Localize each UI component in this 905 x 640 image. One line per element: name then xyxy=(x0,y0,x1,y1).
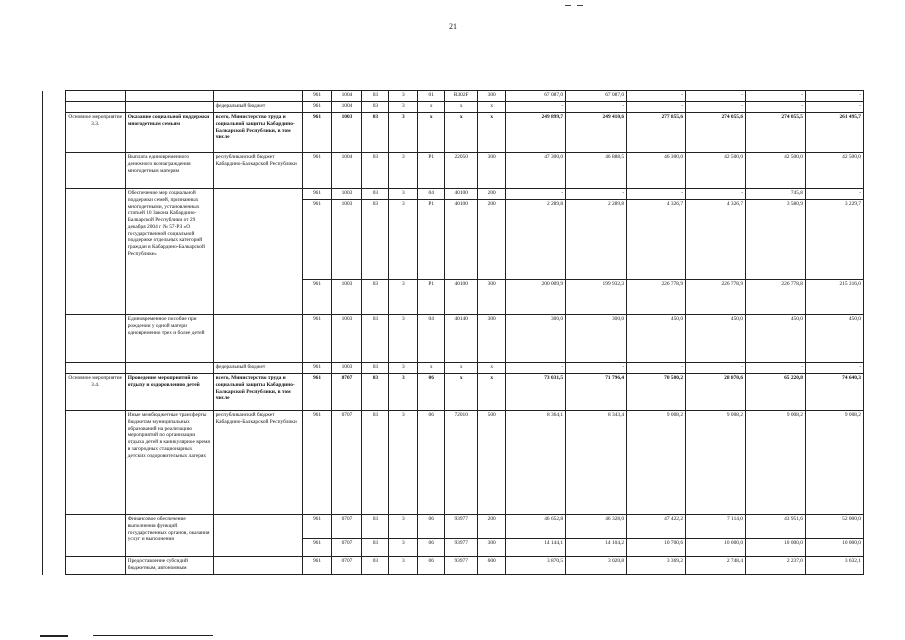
value-cell-y1: - xyxy=(506,189,566,200)
value-cell-y3: 46 300,0 xyxy=(627,153,686,189)
code-cell-m: x xyxy=(418,363,445,374)
code-cell-k: 93977 xyxy=(445,539,478,557)
code-cell-k: 72010 xyxy=(445,411,478,515)
activity-cell xyxy=(65,153,125,189)
code-cell-p: 3 xyxy=(389,153,418,189)
code-cell-s: 03 xyxy=(362,102,389,113)
activity-cell xyxy=(65,411,125,515)
table-row xyxy=(43,315,864,363)
value-cell-y4: - xyxy=(686,91,746,102)
value-cell-y6: 42 500,0 xyxy=(805,153,863,189)
table-row xyxy=(43,189,864,200)
code-cell-r: 1003 xyxy=(332,189,362,200)
value-cell-y1: 300,0 xyxy=(506,315,566,363)
value-cell-y6: 261 495,7 xyxy=(805,113,863,153)
activity-cell: Основное мероприятие 3.4. xyxy=(65,374,125,411)
code-cell-m: P1 xyxy=(418,200,445,280)
code-cell-v: 300 xyxy=(478,91,506,102)
source-cell: всего, Министерство труда и социальной защиты Кабардино-Балкарской Республики, в том числе xyxy=(213,113,302,153)
code-cell-m: 06 xyxy=(418,539,445,557)
code-cell-m: x xyxy=(418,113,445,153)
description-cell: Предоставление субсидий бюджетным, автономным xyxy=(125,557,213,575)
value-cell-y3: - xyxy=(627,189,686,200)
value-cell-y2: 249 410,6 xyxy=(566,113,627,153)
value-cell-y3: 3 369,2 xyxy=(627,557,686,575)
code-cell-g: 961 xyxy=(302,200,332,280)
code-cell-g: 961 xyxy=(302,280,332,315)
code-cell-g: 961 xyxy=(302,113,332,153)
activity-cell xyxy=(65,91,125,102)
gutter-cell xyxy=(43,374,66,411)
table-row xyxy=(43,102,864,113)
code-cell-m: 01 xyxy=(418,91,445,102)
value-cell-y1: 8 364,1 xyxy=(506,411,566,515)
value-cell-y1: 249 899,7 xyxy=(506,113,566,153)
activity-cell xyxy=(65,515,125,557)
code-cell-p: 3 xyxy=(389,113,418,153)
code-cell-g: 961 xyxy=(302,539,332,557)
code-cell-p: 3 xyxy=(389,280,418,315)
value-cell-y2: 3 020,8 xyxy=(566,557,627,575)
code-cell-s: 03 xyxy=(362,189,389,200)
table-row xyxy=(43,411,864,515)
value-cell-y4: 28 870,6 xyxy=(686,374,746,411)
code-cell-p: 3 xyxy=(389,91,418,102)
gutter-cell xyxy=(43,363,66,374)
code-cell-m: x xyxy=(418,102,445,113)
value-cell-y5: - xyxy=(746,363,806,374)
scan-mark xyxy=(565,5,571,6)
source-cell: всего, Министерство труда и социальной защиты Кабардино-Балкарской Республики, в том числе xyxy=(213,374,302,411)
code-cell-v: x xyxy=(478,374,506,411)
value-cell-y2: 14 104,2 xyxy=(566,539,627,557)
value-cell-y6: 9 008,2 xyxy=(805,411,863,515)
code-cell-v: 300 xyxy=(478,539,506,557)
code-cell-k: 40100 xyxy=(445,189,478,200)
code-cell-v: 600 xyxy=(478,557,506,575)
code-cell-g: 961 xyxy=(302,411,332,515)
code-cell-r: 1003 xyxy=(332,280,362,315)
value-cell-y6: 450,0 xyxy=(805,315,863,363)
table-row xyxy=(43,374,864,411)
source-cell xyxy=(213,515,302,557)
value-cell-y6: 74 640,3 xyxy=(805,374,863,411)
code-cell-m: 06 xyxy=(418,557,445,575)
value-cell-y5: 226 778,8 xyxy=(746,280,806,315)
code-cell-m: 06 xyxy=(418,374,445,411)
table-row xyxy=(43,113,864,153)
value-cell-y3: 70 500,2 xyxy=(627,374,686,411)
code-cell-v: 300 xyxy=(478,315,506,363)
code-cell-p: 3 xyxy=(389,315,418,363)
gutter-cell xyxy=(43,411,66,515)
value-cell-y5: 43 951,6 xyxy=(746,515,806,539)
value-cell-y3: 47 422,2 xyxy=(627,515,686,539)
activity-cell xyxy=(65,102,125,113)
description-cell: Единовременное пособие при рождении у одной матери одновременно трех и более детей xyxy=(125,315,213,363)
table-row xyxy=(43,363,864,374)
code-cell-m: 06 xyxy=(418,515,445,539)
code-cell-k: 40140 xyxy=(445,315,478,363)
value-cell-y4: 9 008,2 xyxy=(686,411,746,515)
source-cell xyxy=(213,557,302,575)
code-cell-k: x xyxy=(445,113,478,153)
value-cell-y3: - xyxy=(627,102,686,113)
source-cell xyxy=(213,189,302,315)
source-cell xyxy=(213,91,302,102)
value-cell-y3: 4 326,7 xyxy=(627,200,686,280)
code-cell-g: 961 xyxy=(302,374,332,411)
code-cell-r: 1003 xyxy=(332,363,362,374)
code-cell-s: 03 xyxy=(362,200,389,280)
activity-cell xyxy=(65,557,125,575)
value-cell-y4: 10 000,0 xyxy=(686,539,746,557)
code-cell-g: 961 xyxy=(302,153,332,189)
code-cell-s: 03 xyxy=(362,557,389,575)
value-cell-y3: - xyxy=(627,363,686,374)
code-cell-k: x xyxy=(445,374,478,411)
gutter-cell xyxy=(43,102,66,113)
value-cell-y3: - xyxy=(627,91,686,102)
value-cell-y4: 4 326,7 xyxy=(686,200,746,280)
value-cell-y5: 450,0 xyxy=(746,315,806,363)
code-cell-v: 200 xyxy=(478,515,506,539)
value-cell-y6: - xyxy=(805,363,863,374)
description-cell: Иные межбюджетные трансферты бюджетам муниципальных образований на реализацию мероприятий по организации отдыха детей в каникулярное время в загородных стационарных детских оздоровительных лагерях xyxy=(125,411,213,515)
scan-mark xyxy=(577,5,583,6)
code-cell-k: 93977 xyxy=(445,557,478,575)
value-cell-y6: 10 000,0 xyxy=(805,539,863,557)
value-cell-y3: 277 855,6 xyxy=(627,113,686,153)
description-cell xyxy=(125,102,213,113)
value-cell-y4: 450,0 xyxy=(686,315,746,363)
code-cell-v: x xyxy=(478,113,506,153)
value-cell-y2: - xyxy=(566,102,627,113)
value-cell-y4: 274 055,6 xyxy=(686,113,746,153)
code-cell-g: 961 xyxy=(302,363,332,374)
code-cell-r: 0707 xyxy=(332,515,362,539)
code-cell-v: x xyxy=(478,363,506,374)
code-cell-p: 3 xyxy=(389,189,418,200)
value-cell-y2: 300,0 xyxy=(566,315,627,363)
code-cell-k: 40100 xyxy=(445,200,478,280)
value-cell-y2: 46 328,0 xyxy=(566,515,627,539)
activity-cell xyxy=(65,363,125,374)
value-cell-y2: 8 343,4 xyxy=(566,411,627,515)
value-cell-y5: 10 000,0 xyxy=(746,539,806,557)
value-cell-y6: - xyxy=(805,102,863,113)
code-cell-v: 500 xyxy=(478,411,506,515)
code-cell-p: 3 xyxy=(389,411,418,515)
value-cell-y2: 199 932,3 xyxy=(566,280,627,315)
gutter-cell xyxy=(43,91,66,102)
value-cell-y5: 745,8 xyxy=(746,189,806,200)
code-cell-r: 0707 xyxy=(332,557,362,575)
description-cell xyxy=(125,363,213,374)
value-cell-y5: - xyxy=(746,102,806,113)
code-cell-r: 1003 xyxy=(332,200,362,280)
value-cell-y6: 3 632,1 xyxy=(805,557,863,575)
activity-cell xyxy=(65,189,125,315)
value-cell-y4: 226 778,9 xyxy=(686,280,746,315)
description-cell: Проведение мероприятий по отдыху и оздоровлению детей xyxy=(125,374,213,411)
gutter-cell xyxy=(43,315,66,363)
code-cell-r: 1004 xyxy=(332,153,362,189)
code-cell-m: P1 xyxy=(418,280,445,315)
code-cell-m: 06 xyxy=(418,411,445,515)
table-row xyxy=(43,153,864,189)
source-cell: федеральный бюджет xyxy=(213,363,302,374)
code-cell-k: 93977 xyxy=(445,515,478,539)
value-cell-y1: 3 870,5 xyxy=(506,557,566,575)
value-cell-y4: 42 500,0 xyxy=(686,153,746,189)
code-cell-r: 0707 xyxy=(332,374,362,411)
value-cell-y5: 3 580,9 xyxy=(746,200,806,280)
code-cell-r: 1004 xyxy=(332,91,362,102)
code-cell-k: x xyxy=(445,102,478,113)
value-cell-y6: - xyxy=(805,189,863,200)
value-cell-y1: 73 031,5 xyxy=(506,374,566,411)
value-cell-y5: 65 220,8 xyxy=(746,374,806,411)
code-cell-k: 22050 xyxy=(445,153,478,189)
code-cell-v: 300 xyxy=(478,280,506,315)
code-cell-v: 300 xyxy=(478,153,506,189)
value-cell-y5: 42 500,0 xyxy=(746,153,806,189)
budget-table xyxy=(42,90,864,575)
code-cell-g: 961 xyxy=(302,315,332,363)
value-cell-y2: 71 796,4 xyxy=(566,374,627,411)
code-cell-p: 3 xyxy=(389,539,418,557)
value-cell-y4: 7 114,0 xyxy=(686,515,746,539)
table-row xyxy=(43,515,864,539)
value-cell-y2: 46 888,5 xyxy=(566,153,627,189)
code-cell-g: 961 xyxy=(302,557,332,575)
code-cell-v: 200 xyxy=(478,189,506,200)
code-cell-s: 03 xyxy=(362,515,389,539)
code-cell-g: 961 xyxy=(302,515,332,539)
code-cell-r: 0707 xyxy=(332,411,362,515)
value-cell-y1: 2 289,8 xyxy=(506,200,566,280)
description-cell: Выплата единовременного денежного вознаграждения многодетным матерям xyxy=(125,153,213,189)
source-cell: республиканский бюджет Кабардино-Балкарской Республики xyxy=(213,411,302,515)
code-cell-s: 03 xyxy=(362,374,389,411)
page-number: 21 xyxy=(449,22,457,31)
code-cell-s: 03 xyxy=(362,315,389,363)
footer-line xyxy=(93,635,213,636)
value-cell-y6: - xyxy=(805,91,863,102)
code-cell-g: 961 xyxy=(302,102,332,113)
code-cell-s: 03 xyxy=(362,280,389,315)
code-cell-p: 3 xyxy=(389,515,418,539)
code-cell-v: 200 xyxy=(478,200,506,280)
code-cell-v: x xyxy=(478,102,506,113)
code-cell-p: 3 xyxy=(389,363,418,374)
code-cell-g: 961 xyxy=(302,189,332,200)
description-cell: Финансовое обеспечение выполнения функций государственных органов, оказания услуг и выполнения xyxy=(125,515,213,557)
gutter-cell xyxy=(43,113,66,153)
code-cell-s: 03 xyxy=(362,113,389,153)
code-cell-p: 3 xyxy=(389,200,418,280)
code-cell-p: 3 xyxy=(389,374,418,411)
code-cell-m: 04 xyxy=(418,189,445,200)
value-cell-y4: - xyxy=(686,363,746,374)
description-cell xyxy=(125,91,213,102)
code-cell-s: 03 xyxy=(362,153,389,189)
value-cell-y1: 200 009,9 xyxy=(506,280,566,315)
value-cell-y1: - xyxy=(506,102,566,113)
code-cell-s: 03 xyxy=(362,411,389,515)
code-cell-r: 0707 xyxy=(332,539,362,557)
value-cell-y1: - xyxy=(506,363,566,374)
value-cell-y5: 2 237,0 xyxy=(746,557,806,575)
code-cell-k: 40100 xyxy=(445,280,478,315)
activity-cell xyxy=(65,315,125,363)
value-cell-y3: 10 700,6 xyxy=(627,539,686,557)
code-cell-r: 1004 xyxy=(332,102,362,113)
value-cell-y3: 9 008,2 xyxy=(627,411,686,515)
description-cell: Оказание социальной поддержки многодетным семьям xyxy=(125,113,213,153)
value-cell-y5: 9 008,2 xyxy=(746,411,806,515)
value-cell-y5: - xyxy=(746,91,806,102)
code-cell-s: 03 xyxy=(362,539,389,557)
value-cell-y6: 215 316,0 xyxy=(805,280,863,315)
value-cell-y2: - xyxy=(566,189,627,200)
source-cell: республиканский бюджет Кабардино-Балкарской Республики xyxy=(213,153,302,189)
value-cell-y3: 226 778,9 xyxy=(627,280,686,315)
value-cell-y1: 47 300,0 xyxy=(506,153,566,189)
code-cell-p: 3 xyxy=(389,102,418,113)
value-cell-y6: 52 000,0 xyxy=(805,515,863,539)
table-row xyxy=(43,557,864,575)
value-cell-y2: - xyxy=(566,363,627,374)
value-cell-y1: 67 087,0 xyxy=(506,91,566,102)
code-cell-s: 03 xyxy=(362,363,389,374)
activity-cell: Основное мероприятие 3.3. xyxy=(65,113,125,153)
value-cell-y1: 46 652,8 xyxy=(506,515,566,539)
value-cell-y1: 14 144,1 xyxy=(506,539,566,557)
value-cell-y4: 2 748,4 xyxy=(686,557,746,575)
code-cell-r: 1003 xyxy=(332,315,362,363)
gutter-cell xyxy=(43,153,66,189)
code-cell-m: P1 xyxy=(418,153,445,189)
code-cell-k: R302F xyxy=(445,91,478,102)
value-cell-y2: 2 289,8 xyxy=(566,200,627,280)
value-cell-y3: 450,0 xyxy=(627,315,686,363)
value-cell-y2: 67 087,0 xyxy=(566,91,627,102)
code-cell-r: 1003 xyxy=(332,113,362,153)
gutter-cell xyxy=(43,557,66,575)
value-cell-y5: 274 055,5 xyxy=(746,113,806,153)
gutter-cell xyxy=(43,189,66,315)
source-cell xyxy=(213,315,302,363)
gutter-cell xyxy=(43,515,66,557)
description-cell: Обеспечение мер социальной поддержки семей, признанных многодетными, установленных статьей 10 Закона Кабардино-Балкарской Республики от 29 декабря 2004 г № 57-РЗ «О государственной социальной поддержке отдельных категорий граждан в Кабардино-Балкарской Республике» xyxy=(125,189,213,315)
footer-line xyxy=(40,635,68,637)
code-cell-p: 3 xyxy=(389,557,418,575)
value-cell-y6: 3 229,7 xyxy=(805,200,863,280)
code-cell-s: 03 xyxy=(362,91,389,102)
code-cell-m: 04 xyxy=(418,315,445,363)
table-row xyxy=(43,91,864,102)
source-cell: федеральный бюджет xyxy=(213,102,302,113)
value-cell-y4: - xyxy=(686,102,746,113)
code-cell-k: x xyxy=(445,363,478,374)
code-cell-g: 961 xyxy=(302,91,332,102)
value-cell-y4: - xyxy=(686,189,746,200)
